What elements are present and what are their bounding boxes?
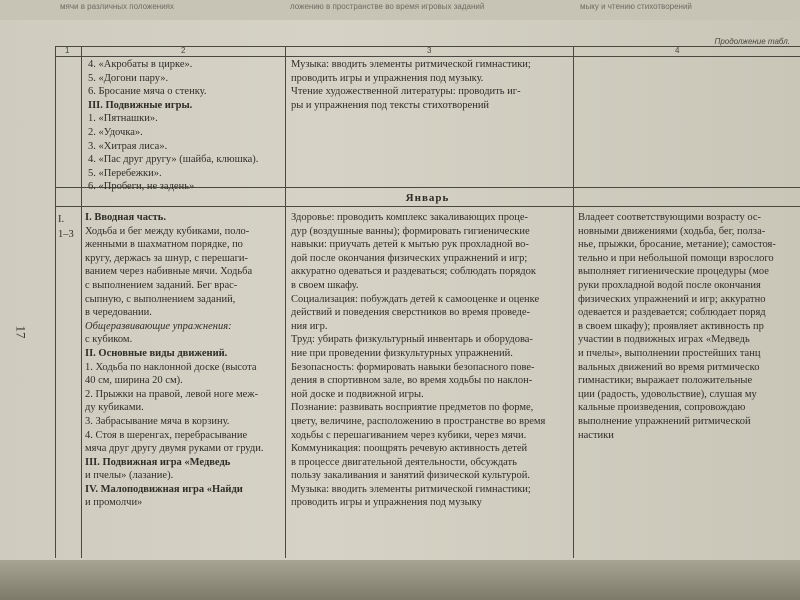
column-number: 2 [181, 46, 186, 55]
text-line: Безопасность: формировать навыки безопасного пове- [291, 361, 535, 373]
previous-page-fragment: ложению в пространстве во время игровых заданий [290, 2, 485, 11]
page-number: 17 [13, 325, 29, 339]
text-line: 5. «Догони пару». [88, 72, 169, 84]
text-line: Владеет соответствующими возрасту ос- [578, 212, 762, 223]
text-line: Чтение художественной литературы: проводить иг- [291, 86, 521, 98]
text-line: III. Подвижная игра «Медведь [85, 456, 231, 468]
text-line: выполняет гигиенические процедуры (мое [578, 266, 769, 278]
text-line: Социализация: побуждать детей к самооценке и оценке [291, 293, 540, 305]
january-outcomes [578, 211, 776, 442]
text-line: 5. «Перебежки». [88, 167, 162, 179]
text-line: кругу, держась за шнур, с перешаги- [85, 252, 248, 264]
text-line: 3. Забрасывание мяча в корзину. [85, 415, 230, 427]
text-line: аккуратно одеваться и раздеваться; соблюдать порядок [291, 266, 536, 278]
text-line: 6. «Пробеги, не задень» [88, 181, 195, 193]
january-integration [291, 211, 545, 510]
text-line: настики [578, 429, 614, 441]
text-line: выполнение упражнений ритмической [578, 415, 751, 427]
text-line: одевается и раздевается; соблюдает поряд [578, 307, 766, 319]
text-line: в своем шкафу. [291, 279, 359, 291]
text-line: 3. «Хитрая лиса». [88, 140, 168, 152]
text-line: в своем шкафу); проявляет активность пр [578, 320, 764, 332]
text-line: руки прохладной водой после окончания [578, 279, 761, 291]
week-cell [58, 212, 74, 242]
text-line: тельно и при небольшой помощи взрослого [578, 252, 774, 264]
month-title: Январь [405, 192, 450, 204]
text-line: Труд: убирать физкультурный инвентарь и оборудова- [291, 334, 533, 346]
text-line: 2. «Удочка». [88, 126, 143, 138]
text-line: дур (воздушные ванны); формировать гигиенические [291, 225, 530, 237]
text-line: 4. Стоя в шеренгах, перебрасывание [85, 429, 248, 441]
text-line: IV. Малоподвижная игра «Найди [85, 483, 243, 495]
continuation-label: Продолжение табл. [714, 37, 790, 46]
desk-surface [0, 560, 800, 600]
prev-block-exercises [88, 58, 258, 194]
text-line: в чередовании. [85, 307, 152, 319]
text-line: в процессе двигательной деятельности, обсуждать [291, 456, 517, 468]
text-line: физических упражнений и игр; аккуратно [578, 293, 766, 305]
program-table [55, 46, 800, 558]
text-line: 4. «Акробаты в цирке». [88, 59, 193, 70]
text-line: нье, прыжки, бросание, метание); самостоя- [578, 239, 776, 251]
text-line: ду кубиками. [85, 402, 144, 414]
week-range: 1–3 [58, 229, 74, 240]
text-line: мяча друг другу двумя руками от груди. [85, 443, 264, 455]
previous-page-fragment: мыку и чтению стихотворений [580, 2, 692, 11]
column-number: 1 [65, 46, 70, 55]
text-line: ния игр. [291, 320, 328, 332]
text-line: ной доске и подвижной игры. [291, 388, 424, 400]
text-line: пользу закаливания и занятий физической культурой. [291, 470, 530, 482]
text-line: дения в спортивном зале, во время ходьбы по наклон- [291, 375, 533, 387]
text-line: участии в подвижных играх «Медведь [578, 334, 750, 346]
text-line: с выполнением заданий. Бег врас- [85, 279, 238, 291]
text-line: 1. Ходьба по наклонной доске (высота [85, 361, 257, 373]
text-line: с кубиком. [85, 334, 133, 346]
text-line: дой после окончания физических упражнений и игр; [291, 252, 528, 264]
text-line: проводить игры и упражнения под музыку. [291, 72, 484, 84]
text-line: женными в шахматном порядке, по [85, 239, 243, 251]
text-line: Коммуникация: поощрять речевую активность детей [291, 443, 528, 455]
text-line: I. Вводная часть. [85, 212, 166, 223]
text-line: ры и упражнения под тексты стихотворений [291, 99, 490, 111]
text-line: цвету, величине, расположению в пространстве во время [291, 415, 546, 427]
text-line: 2. Прыжки на правой, левой ноге меж- [85, 388, 259, 400]
text-line: действий и поведения сверстников во время проведе- [291, 307, 531, 319]
text-line: 40 см, ширина 20 см). [85, 375, 183, 387]
text-line: проводить игры и упражнения под музыку [291, 497, 482, 509]
text-line: кальные произведения, сопровождаю [578, 402, 746, 414]
january-exercises [85, 211, 264, 510]
text-line: ванием через набивные мячи. Ходьба [85, 266, 253, 278]
text-line: навыки: приучать детей к мытью рук прохладной во- [291, 239, 529, 251]
text-line: новными движениями (ходьба, бег, полза- [578, 225, 766, 237]
column-number: 3 [427, 46, 432, 55]
text-line: 1. «Пятнашки». [88, 113, 158, 125]
text-line: ции (радость, удовольствие), слушая му [578, 388, 757, 400]
text-line: гимнастики; выражает положительные [578, 375, 753, 387]
text-line: Музыка: вводить элементы ритмической гимнастики; [291, 59, 531, 70]
week-number: I. [58, 214, 65, 225]
text-line: 4. «Пас друг другу» (шайба, клюшка). [88, 154, 259, 166]
previous-page-strip [0, 0, 800, 20]
text-line: Здоровье: проводить комплекс закаливающих проце- [291, 212, 529, 223]
text-line: ходьбы с перешагиванием через кубики, через мячи. [291, 429, 527, 441]
text-line: 6. Бросание мяча о стенку. [88, 86, 207, 98]
text-line: III. Подвижные игры. [88, 99, 193, 111]
text-line: II. Основные виды движений. [85, 347, 228, 359]
prev-block-integration [291, 58, 531, 112]
previous-page-fragment: мячи в различных положениях [60, 2, 174, 11]
text-line: сыпную, с выполнением заданий, [85, 293, 236, 305]
text-line: Ходьба и бег между кубиками, поло- [85, 225, 250, 237]
column-number: 4 [675, 46, 680, 55]
text-line: Познание: развивать восприятие предметов по форме, [291, 402, 534, 414]
text-line: вальных движений во время ритмическо [578, 361, 760, 373]
text-line: ние при проведении физкультурных упражнений. [291, 347, 513, 359]
text-line: и пчелы», выполнении простейших танц [578, 347, 761, 359]
text-line: и промолчи» [85, 497, 143, 509]
text-line: и пчелы» (лазание). [85, 470, 174, 482]
text-line: Музыка: вводить элементы ритмической гимнастики; [291, 483, 531, 495]
text-line: Общеразвивающие упражнения: [85, 320, 232, 332]
